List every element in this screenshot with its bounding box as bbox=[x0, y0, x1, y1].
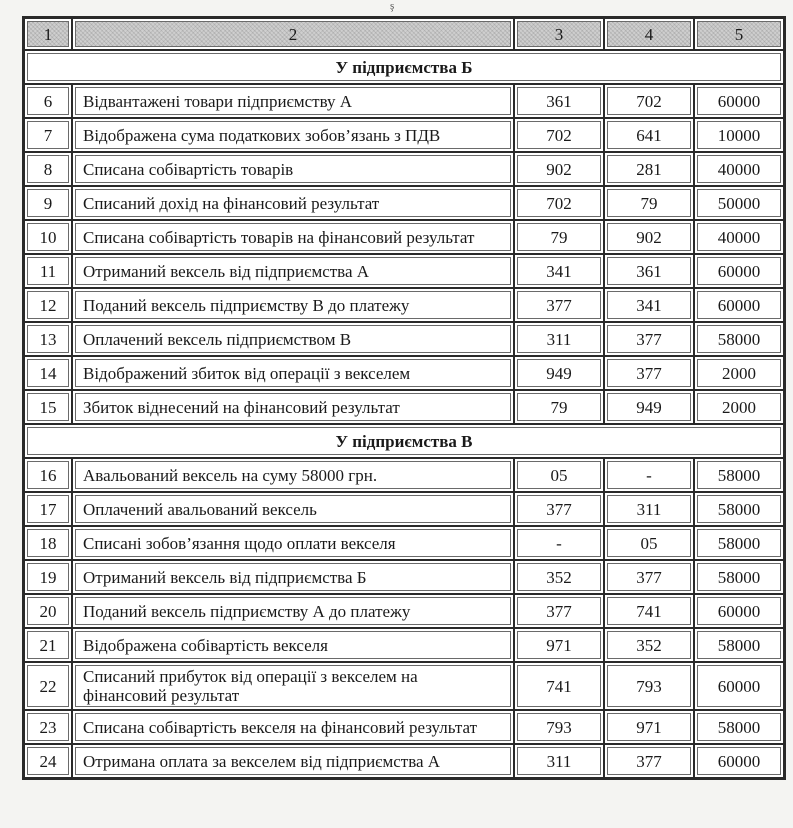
table-row bbox=[24, 526, 784, 560]
credit-account: 902 bbox=[604, 220, 694, 254]
table-row bbox=[24, 662, 784, 710]
entry-description: Списаний дохід на фінансовий результат bbox=[72, 186, 514, 220]
entry-number: 10 bbox=[24, 220, 72, 254]
debit-account: 377 bbox=[514, 492, 604, 526]
debit-account: 341 bbox=[514, 254, 604, 288]
scan-mark: ş bbox=[390, 0, 395, 12]
entry-number: 18 bbox=[24, 526, 72, 560]
entry-description: Поданий вексель підприємству В до платежу bbox=[72, 288, 514, 322]
table-row bbox=[24, 118, 784, 152]
credit-account: 377 bbox=[604, 744, 694, 778]
debit-account: 377 bbox=[514, 288, 604, 322]
table-row bbox=[24, 84, 784, 118]
entry-description: Відображений збиток від операції з векселем bbox=[72, 356, 514, 390]
entry-amount: 60000 bbox=[694, 84, 784, 118]
entry-description: Списані зобов’язання щодо оплати векселя bbox=[72, 526, 514, 560]
entry-description: Відображена сума податкових зобов’язань з ПДВ bbox=[72, 118, 514, 152]
entry-description: Списана собівартість векселя на фінансовий результат bbox=[72, 710, 514, 744]
entry-description: Отриманий вексель від підприємства А bbox=[72, 254, 514, 288]
debit-account: 971 bbox=[514, 628, 604, 662]
entry-amount: 58000 bbox=[694, 628, 784, 662]
entry-amount: 50000 bbox=[694, 186, 784, 220]
table-row bbox=[24, 390, 784, 424]
header-cell-credit: 4 bbox=[604, 18, 694, 50]
entry-amount: 10000 bbox=[694, 118, 784, 152]
entry-amount: 58000 bbox=[694, 710, 784, 744]
entry-amount: 58000 bbox=[694, 526, 784, 560]
credit-account: 361 bbox=[604, 254, 694, 288]
table-row bbox=[24, 220, 784, 254]
entry-amount: 60000 bbox=[694, 288, 784, 322]
credit-account: 352 bbox=[604, 628, 694, 662]
credit-account: 702 bbox=[604, 84, 694, 118]
debit-account: 902 bbox=[514, 152, 604, 186]
debit-account: 361 bbox=[514, 84, 604, 118]
debit-account: 79 bbox=[514, 220, 604, 254]
entry-number: 6 bbox=[24, 84, 72, 118]
entry-description: Отриманий вексель від підприємства Б bbox=[72, 560, 514, 594]
credit-account: 281 bbox=[604, 152, 694, 186]
table-row bbox=[24, 628, 784, 662]
section-title: У підприємства В bbox=[24, 424, 784, 458]
entry-number: 8 bbox=[24, 152, 72, 186]
entry-number: 14 bbox=[24, 356, 72, 390]
credit-account: 793 bbox=[604, 662, 694, 710]
entry-number: 20 bbox=[24, 594, 72, 628]
table-row bbox=[24, 152, 784, 186]
entry-number: 21 bbox=[24, 628, 72, 662]
entry-number: 11 bbox=[24, 254, 72, 288]
credit-account: 641 bbox=[604, 118, 694, 152]
credit-account: - bbox=[604, 458, 694, 492]
credit-account: 971 bbox=[604, 710, 694, 744]
entry-amount: 58000 bbox=[694, 322, 784, 356]
debit-account: 377 bbox=[514, 594, 604, 628]
table-row bbox=[24, 254, 784, 288]
entry-number: 12 bbox=[24, 288, 72, 322]
entry-number: 23 bbox=[24, 710, 72, 744]
entry-amount: 2000 bbox=[694, 356, 784, 390]
entry-number: 7 bbox=[24, 118, 72, 152]
table-row bbox=[24, 288, 784, 322]
entry-number: 24 bbox=[24, 744, 72, 778]
table-row bbox=[24, 710, 784, 744]
table-row bbox=[24, 744, 784, 778]
credit-account: 79 bbox=[604, 186, 694, 220]
entry-description: Списана собівартість товарів на фінансовий результат bbox=[72, 220, 514, 254]
credit-account: 377 bbox=[604, 560, 694, 594]
entry-description: Оплачений авальований вексель bbox=[72, 492, 514, 526]
entry-description: Отримана оплата за векселем від підприємства А bbox=[72, 744, 514, 778]
header-cell-debit: 3 bbox=[514, 18, 604, 50]
credit-account: 05 bbox=[604, 526, 694, 560]
debit-account: 949 bbox=[514, 356, 604, 390]
entry-amount: 60000 bbox=[694, 254, 784, 288]
table-row bbox=[24, 356, 784, 390]
entry-description: Списана собівартість товарів bbox=[72, 152, 514, 186]
debit-account: 05 bbox=[514, 458, 604, 492]
section-title: У підприємства Б bbox=[24, 50, 784, 84]
entry-amount: 58000 bbox=[694, 560, 784, 594]
debit-account: 311 bbox=[514, 322, 604, 356]
header-cell-description: 2 bbox=[72, 18, 514, 50]
entry-amount: 58000 bbox=[694, 492, 784, 526]
entry-amount: 2000 bbox=[694, 390, 784, 424]
entry-number: 22 bbox=[24, 662, 72, 710]
debit-account: 702 bbox=[514, 118, 604, 152]
entry-description: Списаний прибуток від операції з векселем на фінансовий результат bbox=[72, 662, 514, 710]
debit-account: 793 bbox=[514, 710, 604, 744]
debit-account: - bbox=[514, 526, 604, 560]
debit-account: 702 bbox=[514, 186, 604, 220]
entry-number: 17 bbox=[24, 492, 72, 526]
section-heading-row bbox=[24, 50, 784, 84]
credit-account: 377 bbox=[604, 356, 694, 390]
entry-amount: 60000 bbox=[694, 744, 784, 778]
entry-description: Відображена собівартість векселя bbox=[72, 628, 514, 662]
table-row bbox=[24, 186, 784, 220]
header-cell-number: 1 bbox=[24, 18, 72, 50]
credit-account: 311 bbox=[604, 492, 694, 526]
debit-account: 352 bbox=[514, 560, 604, 594]
entry-description: Авальований вексель на суму 58000 грн. bbox=[72, 458, 514, 492]
header-cell-amount: 5 bbox=[694, 18, 784, 50]
table-body bbox=[24, 18, 784, 778]
debit-account: 79 bbox=[514, 390, 604, 424]
credit-account: 341 bbox=[604, 288, 694, 322]
table-row bbox=[24, 594, 784, 628]
accounting-entries-table bbox=[22, 16, 786, 780]
entry-description: Збиток віднесений на фінансовий результат bbox=[72, 390, 514, 424]
entry-number: 9 bbox=[24, 186, 72, 220]
entry-amount: 40000 bbox=[694, 152, 784, 186]
table-row bbox=[24, 492, 784, 526]
credit-account: 377 bbox=[604, 322, 694, 356]
table-row bbox=[24, 458, 784, 492]
entry-amount: 60000 bbox=[694, 662, 784, 710]
credit-account: 949 bbox=[604, 390, 694, 424]
entry-number: 15 bbox=[24, 390, 72, 424]
header-row bbox=[24, 18, 784, 50]
entry-number: 16 bbox=[24, 458, 72, 492]
entry-description: Оплачений вексель підприємством В bbox=[72, 322, 514, 356]
entry-amount: 40000 bbox=[694, 220, 784, 254]
entry-description: Відвантажені товари підприємству А bbox=[72, 84, 514, 118]
table-row bbox=[24, 560, 784, 594]
entry-number: 13 bbox=[24, 322, 72, 356]
entry-description: Поданий вексель підприємству А до платежу bbox=[72, 594, 514, 628]
debit-account: 311 bbox=[514, 744, 604, 778]
entry-number: 19 bbox=[24, 560, 72, 594]
table-row bbox=[24, 322, 784, 356]
entry-amount: 58000 bbox=[694, 458, 784, 492]
credit-account: 741 bbox=[604, 594, 694, 628]
debit-account: 741 bbox=[514, 662, 604, 710]
entry-amount: 60000 bbox=[694, 594, 784, 628]
section-heading-row bbox=[24, 424, 784, 458]
